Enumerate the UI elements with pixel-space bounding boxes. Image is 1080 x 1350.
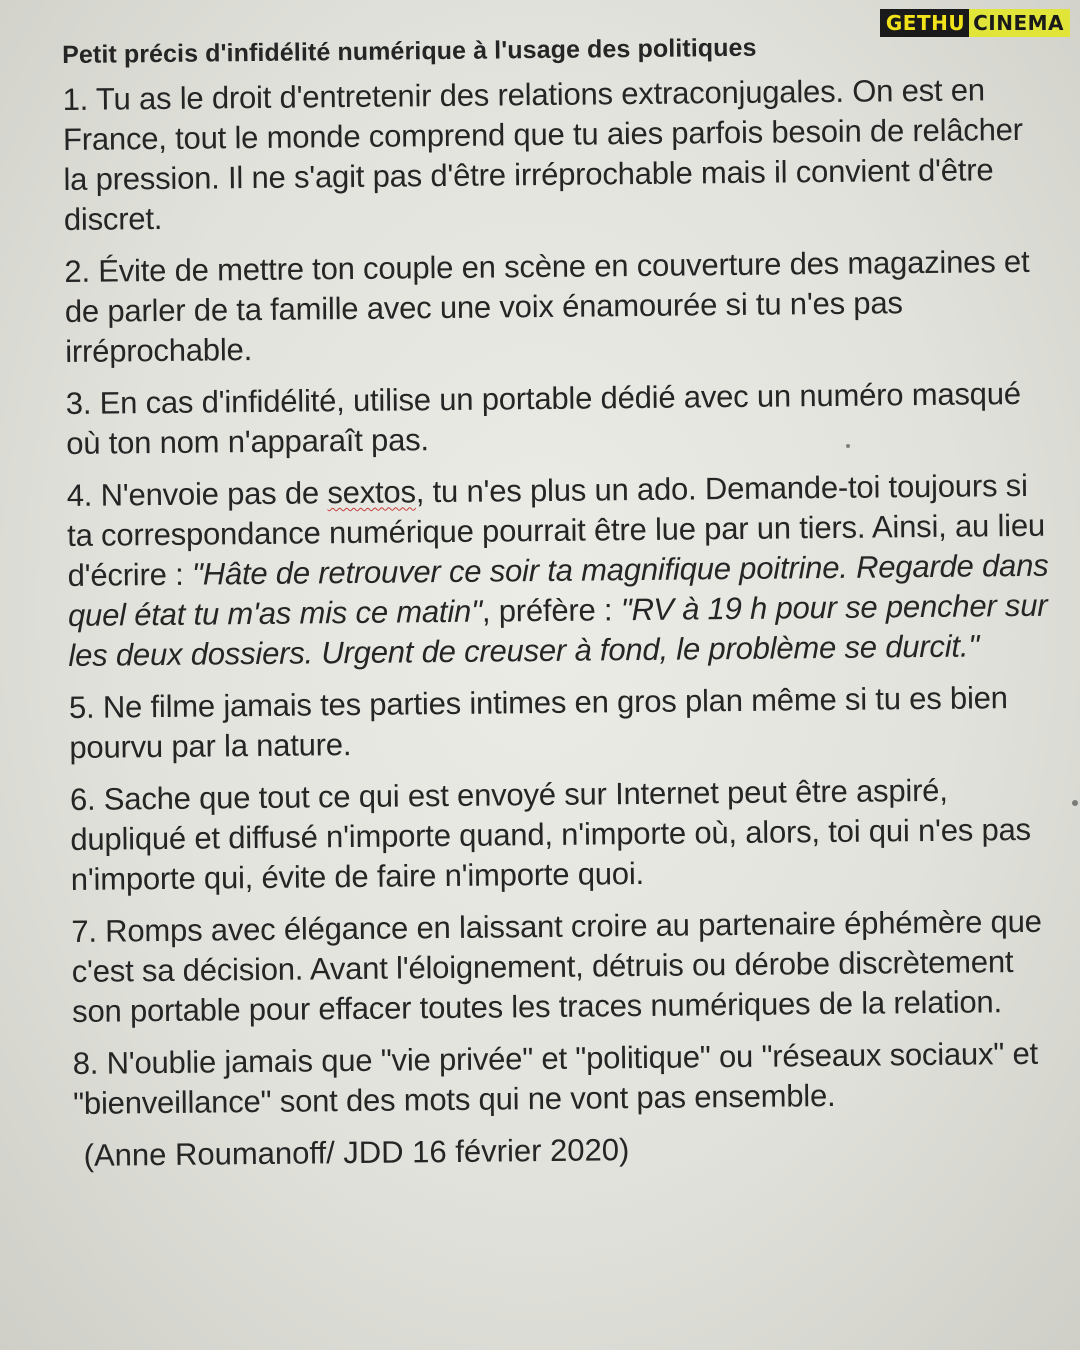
smudge-mark [1072,800,1078,806]
rule-2: 2. Évite de mettre ton couple en scène en couverture des magazines et de parler de ta famille avec une voix énamourée si tu n'es pas irréprochable. [64,243,1030,369]
rule-4-underlined-word: sextos [327,474,416,511]
watermark-part-1: GETHU [880,9,969,37]
rule-4-part-a: 4. N'envoie pas de [66,475,328,513]
rule-4-part-b: , tu n'es plus un ado. Demande-toi toujours si ta correspondance numérique pourrait être lue par un tiers. Ainsi, au lieu d'écrire : [67,467,1046,593]
rule-3: 3. En cas d'infidélité, utilise un portable dédié avec un numéro masqué où ton nom n'apparaît pas. [65,375,1021,461]
rule-1: 1. Tu as le droit d'entretenir des relations extraconjugales. On est en France, tout le monde comprend que tu aies parfois besoin de relâcher la pression. Il ne s'agit pas d'être irréprochable mais il convient d'être discret. [62,72,1024,237]
rule-5: 5. Ne filme jamais tes parties intimes en gros plan même si tu es bien pourvu par la nature. [68,680,1008,765]
rule-4-quote-1: "Hâte de retrouver ce soir ta magnifique poitrine. Regarde dans quel état tu m'as mis ce matin" [67,547,1049,633]
rule-4-quote-2: "RV à 19 h pour se pencher sur les deux dossiers. Urgent de creuser à fond, le problème se durcit." [68,587,1048,673]
rule-6: 6. Sache que tout ce qui est envoyé sur Internet peut être aspiré, dupliqué et diffusé n'importe quand, n'importe où, alors, toi qui n'es pas n'importe qui, évite de faire n'importe quoi. [69,772,1032,897]
rule-8: 8. N'oublie jamais que "vie privée" et "politique" ou "réseaux sociaux" et "bienveillance" sont des mots qui ne vont pas ensemble. [72,1035,1039,1121]
rule-4-part-c: , préfère : [481,592,621,629]
watermark-part-2: CINEMA [969,9,1070,37]
rule-7: 7. Romps avec élégance en laissant croire au partenaire éphémère que c'est sa décision. Avant l'éloignement, détruis ou dérobe discrètement son portable pour effacer toutes les traces numériques de la relation. [71,903,1042,1029]
rule-4 [67,466,1059,676]
document-title: Petit précis d'infidélité numérique à l'usage des politiques [62,33,757,69]
source-citation: (Anne Roumanoff/ JDD 16 février 2020) [83,1132,630,1173]
smudge-mark [846,444,850,448]
printed-document [62,30,1065,1300]
